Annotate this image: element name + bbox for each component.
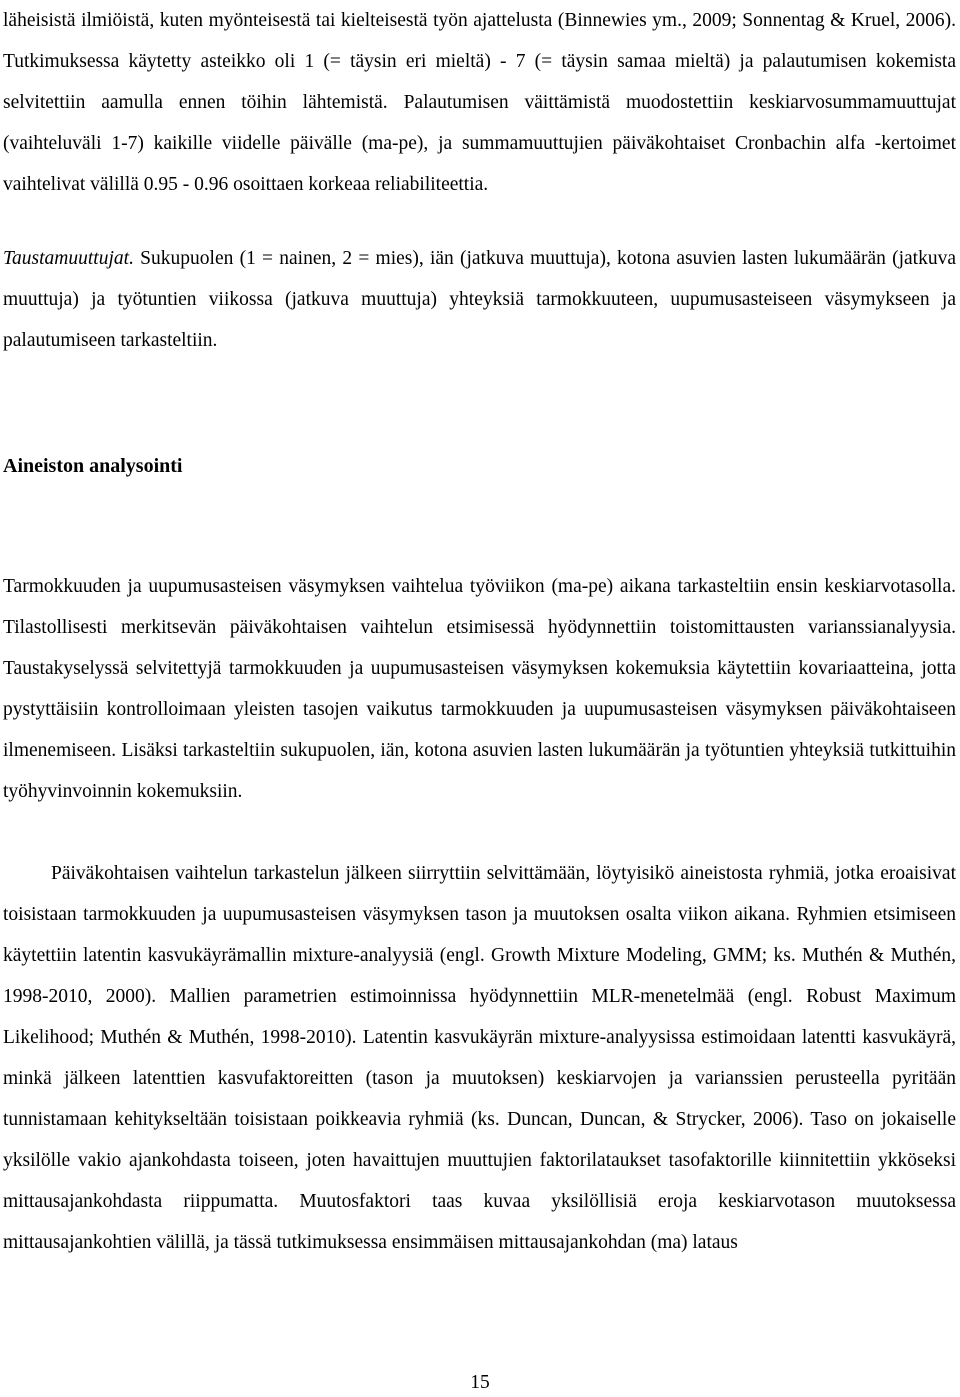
paragraph-lead-label: Taustamuuttujat. [3, 248, 134, 269]
paragraph-recovery-measure: läheisistä ilmiöistä, kuten myönteisestä tai kielteisestä työn ajattelusta (Binnewies ym., 2009; Sonnentag & Kruel, 2006). Tutkimuksessa käytetty asteikko oli 1 (= täysin eri mieltä) - 7 (= täysin samaa mieltä) ja palautumisen kokemista selvitettiin aamulla ennen töihin lähtemistä. Palautumisen väittämistä muodostettiin keskiarvosummamuuttujat (vaihteluväli 1-7) kaikille viidelle päivälle (ma-pe), ja summamuuttujien päiväkohtaiset Cronbachin alfa -kertoimet vaihtelivat välillä 0.95 - 0.96 osoittaen korkeaa reliabiliteettia. [3, 10, 956, 195]
paragraph-background-variables [3, 238, 956, 361]
section-heading: Aineiston analysointi [3, 455, 183, 477]
paragraph-growth-mixture: Päiväkohtaisen vaihtelun tarkastelun jälkeen siirryttiin selvittämään, löytyisikö aineistosta ryhmiä, jotka eroaisivat toisistaan tarmokkuuden ja uupumusasteisen väsymyksen tason ja muutoksen osalta viikon aikana. Ryhmien etsimiseen käytettiin latentin kasvukäyrämallin mixture-analyysiä (engl. Growth Mixture Modeling, GMM; ks. Muthén & Muthén, 1998-2010, 2000). Mallien parametrien estimoinnissa hyödynnettiin MLR-menetelmää (engl. Robust Maximum Likelihood; Muthén & Muthén, 1998-2010). Latentin kasvukäyrän mixture-analyysissa estimoidaan latentti kasvukäyrä, minkä jälkeen latenttien kasvufaktoreitten (tason ja muutoksen) keskiarvojen ja varianssien perusteella pyritään tunnistamaan kehitykseltään toisistaan poikkeavia ryhmiä (ks. Duncan, Duncan, & Strycker, 2006). Taso on jokaiselle yksilölle vakio ajankohdasta toiseen, joten havaittujen muuttujien faktorilataukset tasofaktorille kiinnitettiin ykköseksi mittausajankohdasta riippumatta. Muutosfaktori taas kuvaa yksilöllisiä eroja keskiarvotason muutoksessa mittausajankohtien välillä, ja tässä tutkimuksessa ensimmäisen mittausajankohdan (ma) lataus [3, 863, 956, 1253]
paragraph-body: Sukupuolen (1 = nainen, 2 = mies), iän (jatkuva muuttuja), kotona asuvien lasten lukumäärän (jatkuva muuttuja) ja työtuntien viikossa (jatkuva muuttuja) yhteyksiä tarmokkuuteen, uupumusasteiseen väsymykseen ja palautumiseen tarkasteltiin. [3, 248, 956, 351]
paragraph-analysis-intro: Tarmokkuuden ja uupumusasteisen väsymyksen vaihtelua työviikon (ma-pe) aikana tarkasteltiin ensin keskiarvotasolla. Tilastollisesti merkitsevän päiväkohtaisen vaihtelun etsimisessä hyödynnettiin toistomittausten varianssianalyysia. Taustakyselyssä selvitettyjä tarmokkuuden ja uupumusasteisen väsymyksen kokemuksia käytettiin kovariaatteina, jotta pystyttäisiin kontrolloimaan yleisten tasojen vaikutus tarmokkuuden ja uupumusasteisen väsymyksen päiväkohtaiseen ilmenemiseen. Lisäksi tarkasteltiin sukupuolen, iän, kotona asuvien lasten lukumäärän ja työtuntien yhteyksiä tutkittuihin työhyvinvoinnin kokemuksiin. [3, 576, 956, 802]
page-number: 15 [470, 1372, 490, 1393]
